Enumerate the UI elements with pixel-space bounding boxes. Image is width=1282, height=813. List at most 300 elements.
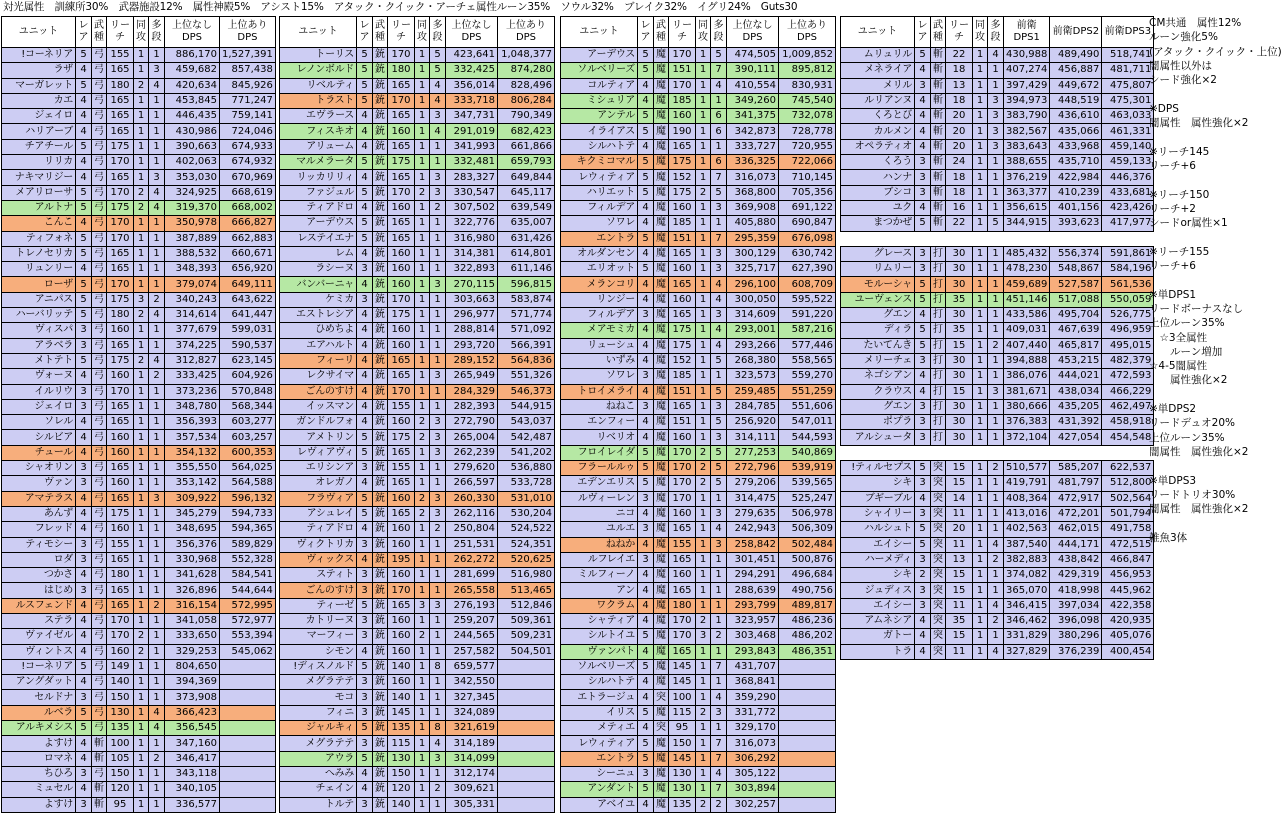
dps-with-cell[interactable]: 845,926 [220,78,276,93]
dou-cell[interactable]: 1 [696,552,711,567]
dou-cell[interactable]: 1 [696,155,711,170]
weapon-cell[interactable]: 銃 [373,231,388,246]
rarity-cell[interactable]: 5 [638,109,654,124]
unit-name-cell[interactable]: ヴァイゼル [2,629,76,644]
dps-none-cell[interactable]: 353,142 [165,476,220,491]
dps-with-cell[interactable]: 536,880 [498,461,555,476]
dps1-cell[interactable]: 510,577 [1004,461,1050,476]
multi-cell[interactable]: 7 [711,231,727,246]
rarity-cell[interactable]: 5 [915,323,931,338]
dps-none-cell[interactable]: 303,894 [727,782,779,797]
weapon-cell[interactable]: 弓 [92,369,107,384]
weapon-cell[interactable]: 打 [931,246,946,261]
unit-name-cell[interactable]: ソレル [2,415,76,430]
rarity-cell[interactable]: 3 [915,476,931,491]
reach-cell[interactable]: 175 [107,200,134,215]
rarity-cell[interactable]: 3 [76,552,92,567]
dps2-cell[interactable]: 422,984 [1050,170,1102,185]
unit-name-cell[interactable]: アニパス [2,292,76,307]
dps3-cell[interactable]: 417,977 [1102,216,1154,231]
unit-name-cell[interactable]: アウラ [280,751,357,766]
rarity-cell[interactable]: 3 [357,736,373,751]
unit-name-cell[interactable]: アルシュータ [841,430,915,445]
multi-cell[interactable]: 1 [149,415,165,430]
weapon-cell[interactable]: 魔 [654,675,669,690]
dps-none-cell[interactable]: 307,502 [446,200,498,215]
unit-name-cell[interactable]: エヴラース [280,109,357,124]
dps-with-cell[interactable]: 486,236 [779,613,836,628]
multi-cell[interactable]: 1 [430,629,446,644]
unit-name-cell[interactable]: よすけ [2,736,76,751]
weapon-cell[interactable]: 銃 [373,246,388,261]
weapon-cell[interactable]: 打 [931,384,946,399]
weapon-cell[interactable]: 銃 [373,445,388,460]
dou-cell[interactable]: 2 [415,430,430,445]
weapon-cell[interactable]: 弓 [92,766,107,781]
rarity-cell[interactable]: 5 [638,782,654,797]
dps-none-cell[interactable]: 276,193 [446,598,498,613]
rarity-cell[interactable]: 4 [357,353,373,368]
weapon-cell[interactable]: 銃 [373,384,388,399]
rarity-cell[interactable]: 5 [357,506,373,521]
multi-cell[interactable]: 1 [149,583,165,598]
reach-cell[interactable]: 20 [946,522,973,537]
dps3-cell[interactable]: 466,229 [1102,384,1154,399]
dps2-cell[interactable]: 495,704 [1050,308,1102,323]
reach-cell[interactable]: 160 [388,124,415,139]
unit-name-cell[interactable]: シキ [841,568,915,583]
dps-with-cell[interactable]: 504,501 [498,644,555,659]
unit-name-cell[interactable]: アーデウス [561,48,638,63]
dps-with-cell[interactable] [220,675,276,690]
dou-cell[interactable]: 1 [134,751,149,766]
dps-none-cell[interactable]: 272,790 [446,415,498,430]
reach-cell[interactable]: 11 [946,598,973,613]
weapon-cell[interactable]: 弓 [92,506,107,521]
dps2-cell[interactable]: 449,672 [1050,78,1102,93]
rarity-cell[interactable]: 4 [638,78,654,93]
weapon-cell[interactable]: 突 [654,721,669,736]
unit-name-cell[interactable]: リベリオ [561,430,638,445]
rarity-cell[interactable]: 4 [638,139,654,154]
weapon-cell[interactable]: 銃 [373,491,388,506]
dou-cell[interactable]: 1 [134,445,149,460]
unit-name-cell[interactable]: アングダット [2,675,76,690]
dou-cell[interactable]: 1 [134,721,149,736]
dps2-cell[interactable]: 472,917 [1050,491,1102,506]
dou-cell[interactable]: 1 [696,690,711,705]
unit-name-cell[interactable]: マルメラータ [280,155,357,170]
reach-cell[interactable]: 170 [388,292,415,307]
dps-none-cell[interactable]: 291,019 [446,124,498,139]
multi-cell[interactable]: 1 [988,200,1004,215]
unit-name-cell[interactable]: ハリエット [561,185,638,200]
reach-cell[interactable]: 180 [107,78,134,93]
dps2-cell[interactable] [1050,231,1102,246]
unit-name-cell[interactable]: ティフォネ [2,231,76,246]
reach-cell[interactable]: 165 [669,399,696,414]
dps-with-cell[interactable] [498,705,555,720]
rarity-cell[interactable]: 3 [76,797,92,812]
unit-name-cell[interactable]: ガンドルフォ [280,415,357,430]
unit-name-cell[interactable]: いずみ [561,353,638,368]
rarity-cell[interactable]: 5 [638,48,654,63]
dou-cell[interactable]: 1 [696,659,711,674]
reach-cell[interactable]: 155 [107,537,134,552]
weapon-cell[interactable]: 弓 [92,629,107,644]
rarity-cell[interactable]: 4 [76,369,92,384]
dps2-cell[interactable]: 396,098 [1050,613,1102,628]
dou-cell[interactable]: 1 [696,338,711,353]
reach-cell[interactable]: 155 [107,48,134,63]
unit-name-cell[interactable]: コルティア [561,78,638,93]
unit-name-cell[interactable]: シーニュ [561,766,638,781]
dps-none-cell[interactable]: 369,908 [727,200,779,215]
dps-with-cell[interactable]: 611,146 [498,262,555,277]
dou-cell[interactable]: 1 [415,613,430,628]
rarity-cell[interactable]: 4 [638,415,654,430]
dps3-cell[interactable]: 459,133 [1102,155,1154,170]
multi-cell[interactable]: 1 [149,675,165,690]
weapon-cell[interactable]: 銃 [373,139,388,154]
unit-name-cell[interactable]: ニコ [561,506,638,521]
rarity-cell[interactable]: 5 [915,338,931,353]
col-dou[interactable]: 同攻 [134,17,149,48]
multi-cell[interactable]: 1 [988,185,1004,200]
reach-cell[interactable]: 15 [946,384,973,399]
weapon-cell[interactable]: 斬 [931,93,946,108]
dps3-cell[interactable]: 526,775 [1102,308,1154,323]
dps3-cell[interactable]: 446,376 [1102,170,1154,185]
weapon-cell[interactable]: 銃 [373,216,388,231]
weapon-cell[interactable]: 銃 [373,461,388,476]
multi-cell[interactable]: 1 [988,491,1004,506]
unit-name-cell[interactable]: メネライア [841,63,915,78]
dps-with-cell[interactable]: 509,361 [498,613,555,628]
dou-cell[interactable]: 2 [696,613,711,628]
weapon-cell[interactable]: 打 [931,323,946,338]
dou-cell[interactable]: 1 [415,476,430,491]
reach-cell[interactable]: 170 [669,445,696,460]
dps1-cell[interactable]: 376,219 [1004,170,1050,185]
weapon-cell[interactable]: 弓 [92,277,107,292]
weapon-cell[interactable]: 斬 [931,109,946,124]
reach-cell[interactable]: 140 [388,797,415,812]
dps2-cell[interactable]: 376,239 [1050,644,1102,659]
dps2-cell[interactable] [1050,445,1102,460]
unit-name-cell[interactable]: ジャルキィ [280,721,357,736]
unit-name-cell[interactable]: ブギーブル [841,491,915,506]
dps-none-cell[interactable]: 340,105 [165,782,220,797]
col-rarity[interactable]: レア [638,17,654,48]
multi-cell[interactable]: 4 [711,277,727,292]
multi-cell[interactable]: 1 [149,262,165,277]
multi-cell[interactable]: 1 [149,231,165,246]
dps-with-cell[interactable]: 559,270 [779,369,836,384]
reach-cell[interactable]: 165 [388,598,415,613]
dps1-cell[interactable]: 344,915 [1004,216,1050,231]
rarity-cell[interactable]: 4 [638,506,654,521]
dou-cell[interactable]: 1 [973,491,988,506]
dps-with-cell[interactable]: 513,465 [498,583,555,598]
unit-name-cell[interactable]: アベイユ [561,797,638,812]
dps-none-cell[interactable]: 293,720 [446,338,498,353]
dps-with-cell[interactable] [498,782,555,797]
dps-none-cell[interactable]: 350,978 [165,216,220,231]
rarity-cell[interactable]: 4 [638,690,654,705]
weapon-cell[interactable]: 斬 [931,170,946,185]
rarity-cell[interactable]: 3 [357,583,373,598]
col-reach[interactable]: リーチ [388,17,415,48]
weapon-cell[interactable]: 突 [931,598,946,613]
dou-cell[interactable]: 2 [134,353,149,368]
dps-none-cell[interactable]: 373,908 [165,690,220,705]
dou-cell[interactable]: 1 [415,216,430,231]
reach-cell[interactable]: 30 [946,353,973,368]
col-dps-none[interactable]: 上位なしDPS [165,17,220,48]
unit-name-cell[interactable]: !ティルセプス [841,461,915,476]
dou-cell[interactable]: 1 [415,445,430,460]
weapon-cell[interactable]: 斬 [931,78,946,93]
multi-cell[interactable]: 1 [430,552,446,567]
weapon-cell[interactable]: 打 [931,399,946,414]
dps3-cell[interactable]: 423,426 [1102,200,1154,215]
dps-none-cell[interactable]: 356,545 [165,721,220,736]
unit-name-cell[interactable]: ジェイロ [2,399,76,414]
col-multi[interactable]: 多段 [149,17,165,48]
dou-cell[interactable]: 1 [696,766,711,781]
dou-cell[interactable]: 1 [415,568,430,583]
dps-with-cell[interactable] [220,736,276,751]
reach-cell[interactable]: 165 [669,277,696,292]
rarity-cell[interactable]: 3 [915,430,931,445]
dps-with-cell[interactable]: 551,259 [779,384,836,399]
unit-name-cell[interactable]: ごんのすけ [280,583,357,598]
dps-none-cell[interactable]: 314,614 [165,308,220,323]
reach-cell[interactable]: 160 [107,430,134,445]
dou-cell[interactable]: 1 [973,246,988,261]
dps-with-cell[interactable] [779,721,836,736]
unit-name-cell[interactable]: エアハルト [280,338,357,353]
reach-cell[interactable]: 170 [107,155,134,170]
col-rarity[interactable]: レア [76,17,92,48]
reach-cell[interactable]: 165 [388,139,415,154]
reach-cell[interactable]: 30 [946,308,973,323]
multi-cell[interactable]: 1 [711,568,727,583]
reach-cell[interactable]: 170 [388,185,415,200]
multi-cell[interactable]: 5 [711,476,727,491]
unit-name-cell[interactable]: ルスフェンド [2,598,76,613]
multi-cell[interactable]: 2 [988,338,1004,353]
dps-with-cell[interactable]: 608,709 [779,277,836,292]
dou-cell[interactable]: 1 [415,552,430,567]
reach-cell[interactable]: 150 [107,690,134,705]
rarity-cell[interactable]: 4 [357,415,373,430]
rarity-cell[interactable]: 2 [915,568,931,583]
multi-cell[interactable]: 3 [430,598,446,613]
rarity-cell[interactable]: 3 [915,353,931,368]
dps3-cell[interactable]: 420,935 [1102,613,1154,628]
dps-with-cell[interactable]: 1,009,852 [779,48,836,63]
reach-cell[interactable]: 120 [388,782,415,797]
rarity-cell[interactable]: 3 [638,308,654,323]
dps-with-cell[interactable]: 690,847 [779,216,836,231]
unit-name-cell[interactable]: レム [280,246,357,261]
dps-none-cell[interactable]: 347,731 [446,109,498,124]
dps-none-cell[interactable]: 319,370 [165,200,220,215]
reach-cell[interactable]: 145 [669,751,696,766]
rarity-cell[interactable]: 3 [357,705,373,720]
dps-none-cell[interactable]: 410,554 [727,78,779,93]
unit-name-cell[interactable]: ヴァン [2,476,76,491]
dou-cell[interactable]: 2 [696,705,711,720]
unit-name-cell[interactable]: ワクラム [561,598,638,613]
unit-name-cell[interactable]: メティエ [561,721,638,736]
dps-none-cell[interactable]: 374,225 [165,338,220,353]
dou-cell[interactable]: 1 [415,736,430,751]
multi-cell[interactable]: 1 [149,246,165,261]
dps-none-cell[interactable]: 347,160 [165,736,220,751]
dps-none-cell[interactable]: 343,118 [165,766,220,781]
col-weapon[interactable]: 武種 [373,17,388,48]
unit-name-cell[interactable]: フィルデア [561,308,638,323]
dps-with-cell[interactable]: 533,728 [498,476,555,491]
dps-none-cell[interactable]: 341,375 [727,109,779,124]
reach-cell[interactable]: 170 [107,613,134,628]
dps-with-cell[interactable] [220,659,276,674]
dps-with-cell[interactable]: 771,247 [220,93,276,108]
weapon-cell[interactable]: 銃 [373,782,388,797]
reach-cell[interactable]: 18 [946,185,973,200]
multi-cell[interactable]: 1 [988,568,1004,583]
dps-with-cell[interactable]: 745,540 [779,93,836,108]
weapon-cell[interactable]: 弓 [92,308,107,323]
dps-none-cell[interactable]: 423,641 [446,48,498,63]
rarity-cell[interactable]: 4 [357,170,373,185]
multi-cell[interactable]: 4 [988,644,1004,659]
weapon-cell[interactable]: 斬 [92,751,107,766]
dps-with-cell[interactable]: 524,522 [498,522,555,537]
dps3-cell[interactable]: 466,847 [1102,552,1154,567]
multi-cell[interactable]: 5 [430,48,446,63]
multi-cell[interactable]: 5 [711,48,727,63]
multi-cell[interactable]: 2 [988,552,1004,567]
rarity-cell[interactable]: 3 [357,690,373,705]
unit-name-cell[interactable]: ミュセル [2,782,76,797]
multi-cell[interactable]: 4 [430,124,446,139]
weapon-cell[interactable]: 弓 [92,461,107,476]
dps1-cell[interactable]: 382,883 [1004,552,1050,567]
dou-cell[interactable]: 1 [973,139,988,154]
dps-none-cell[interactable]: 390,111 [727,63,779,78]
dou-cell[interactable]: 2 [134,629,149,644]
multi-cell[interactable]: 1 [711,721,727,736]
rarity-cell[interactable]: 5 [638,659,654,674]
col-reach[interactable]: リーチ [107,17,134,48]
rarity-cell[interactable]: 5 [357,155,373,170]
dps-with-cell[interactable] [220,721,276,736]
multi-cell[interactable]: 1 [988,476,1004,491]
reach-cell[interactable]: 190 [669,124,696,139]
weapon-cell[interactable]: 銃 [373,598,388,613]
weapon-cell[interactable]: 魔 [654,399,669,414]
weapon-cell[interactable]: 弓 [92,659,107,674]
dps-with-cell[interactable]: 595,522 [779,292,836,307]
dou-cell[interactable]: 1 [696,308,711,323]
dps-none-cell[interactable]: 323,573 [727,369,779,384]
col-weapon[interactable]: 武種 [931,17,946,48]
dps1-cell[interactable]: 374,082 [1004,568,1050,583]
rarity-cell[interactable]: 4 [76,598,92,613]
weapon-cell[interactable]: 弓 [92,537,107,552]
dps-with-cell[interactable] [220,690,276,705]
dou-cell[interactable]: 1 [973,109,988,124]
col-dou[interactable]: 同攻 [973,17,988,48]
weapon-cell[interactable]: 斬 [92,797,107,812]
dou-cell[interactable]: 1 [696,124,711,139]
dps-with-cell[interactable]: 539,919 [779,461,836,476]
weapon-cell[interactable]: 銃 [373,93,388,108]
dps3-cell[interactable]: 472,593 [1102,369,1154,384]
dou-cell[interactable] [973,231,988,246]
dps-none-cell[interactable]: 314,475 [727,491,779,506]
unit-name-cell[interactable]: トロイメライ [561,384,638,399]
rarity-cell[interactable]: 3 [357,292,373,307]
dps-with-cell[interactable]: 486,351 [779,644,836,659]
unit-name-cell[interactable]: オレガノ [280,476,357,491]
weapon-cell[interactable]: 銃 [373,415,388,430]
unit-name-cell[interactable]: モコ [280,690,357,705]
multi-cell[interactable]: 1 [988,522,1004,537]
dps-none-cell[interactable]: 326,896 [165,583,220,598]
unit-name-cell[interactable]: ガトー [841,629,915,644]
reach-cell[interactable] [946,445,973,460]
weapon-cell[interactable]: 銃 [373,109,388,124]
unit-name-cell[interactable]: グエン [841,399,915,414]
weapon-cell[interactable]: 弓 [92,644,107,659]
multi-cell[interactable]: 2 [149,751,165,766]
dps-with-cell[interactable]: 631,426 [498,231,555,246]
dou-cell[interactable]: 1 [134,277,149,292]
unit-name-cell[interactable]: ムリュリル [841,48,915,63]
weapon-cell[interactable]: 弓 [92,170,107,185]
dps-with-cell[interactable]: 705,356 [779,185,836,200]
weapon-cell[interactable]: 銃 [373,185,388,200]
dou-cell[interactable]: 1 [134,736,149,751]
dou-cell[interactable]: 1 [415,338,430,353]
dou-cell[interactable]: 1 [696,583,711,598]
rarity-cell[interactable]: 4 [76,751,92,766]
weapon-cell[interactable]: 銃 [373,522,388,537]
weapon-cell[interactable]: 魔 [654,277,669,292]
unit-name-cell[interactable]: よすけ [2,797,76,812]
rarity-cell[interactable]: 4 [638,384,654,399]
dou-cell[interactable]: 1 [134,552,149,567]
reach-cell[interactable]: 165 [669,552,696,567]
unit-name-cell[interactable] [841,445,915,460]
reach-cell[interactable]: 135 [669,797,696,812]
dps1-cell[interactable]: 346,462 [1004,613,1050,628]
dps-with-cell[interactable] [498,797,555,812]
dps-none-cell[interactable]: 303,663 [446,292,498,307]
dps-none-cell[interactable]: 420,634 [165,78,220,93]
dou-cell[interactable]: 1 [973,537,988,552]
rarity-cell[interactable]: 4 [638,292,654,307]
dps2-cell[interactable]: 472,201 [1050,506,1102,521]
unit-name-cell[interactable]: シキ [841,476,915,491]
reach-cell[interactable]: 160 [388,491,415,506]
unit-name-cell[interactable]: ティーゼ [280,598,357,613]
